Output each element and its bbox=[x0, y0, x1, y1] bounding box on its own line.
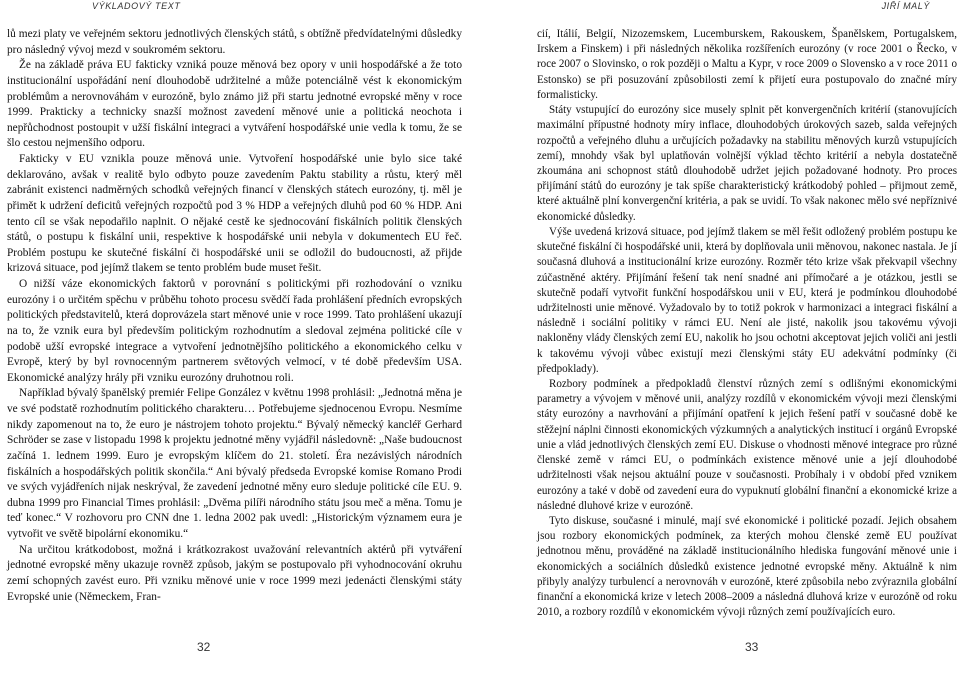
paragraph: Tyto diskuse, současné i minulé, mají své ekonomické i politické pozadí. Jejich obsahem jsou rozbory ekonomických podmínek, za kterých mohou členské země EU používat jednotnou měnu, prováděné na základě institucionálního hlediska fungování měnové unie i ekonomických a sociálních důsledků existence jednotné evropské měny. Aktuálně k nim přibyly analýzy turbulencí a nerovnováh v eurozóně, které způsobila nebo zvýraznila globální finanční a ekonomická krize v letech 2008–2009 a následná dluhová krize v eurozóně od roku 2010, a rozbory rozdílů v ekonomickém vývoji různých zemí používajících euro. bbox=[537, 515, 957, 619]
running-head-right: JIŘÍ MALÝ bbox=[881, 1, 930, 11]
paragraph: lů mezi platy ve veřejném sektoru jednotlivých členských států, s obtížně předvídatelnými důsledky pro následný vývoj mezd v soukromém sektoru. bbox=[7, 28, 462, 56]
page-number-left: 32 bbox=[197, 640, 211, 654]
page-number-right: 33 bbox=[745, 640, 759, 654]
paragraph: Že na základě práva EU fakticky vzniká pouze měnová bez opory v unii hospodářské a že toto institucionální uspořádání není dlouhodobě udržitelné a může potenciálně vést k ekonomickým problémům a nerovnováhám v eurozóně, bylo známo již při startu jednotné evropské měny v roce 1999. Prakticky a technicky snazší možnost zavedení měnové unie a politická neochota i nepřůchodnost postoupit v užší fiskální integraci a vytváření hospodářské unie vedla k tomu, že se šlo cestou nejmenšího odporu. bbox=[7, 59, 462, 150]
paragraph: Fakticky v EU vznikla pouze měnová unie. Vytvoření hospodářské unie bylo sice také deklarováno, avšak v realitě bylo odbyto pouze zavedením Paktu stability a růstu, který měl zabránit existenci nadměrných schodků veřejných financí v členských státech eurozóny, tj. měl je přimět k udržení deficitů veřejných rozpočtů pod 3 % HDP a veřejných dluhů pod 60 % HDP. Ani tento cíl se však nepodařilo naplnit. O nějaké cestě ke sjednocování fiskálních politik členských států, o postupu k fiskální unii, respektive k hospodářské unii nebyla v dokumentech EU řeč. Problém postupu ke skutečné fiskální či hospodářské unii se odložil do budoucnosti, až přijde krizová situace, pod jejímž tlakem se tento problém bude muset řešit. bbox=[7, 153, 462, 275]
paragraph: Na určitou krátkodobost, možná i krátkozrakost uvažování relevantních aktérů při vytváření jednotné evropské měny ukazuje rovněž způsob, jakým se postupovalo při vyhodnocování okruhu zemí schopných zavést euro. Při vzniku měnové unie v roce 1999 mezi jedenácti členskými státy Evropské unie (Německem, Fran- bbox=[7, 543, 462, 603]
left-page-body bbox=[7, 27, 462, 605]
running-head-left: VÝKLADOVÝ TEXT bbox=[92, 1, 181, 11]
paragraph: Rozbory podmínek a předpokladů členství různých zemí s odlišnými ekonomickými parametry a vývojem v měnové unii, analýzy rozdílů v ekonomickém vývoji mezi členskými státy eurozóny a navrhování a přijímání opatření k jejich řešení patří v současné době ke stěžejní náplni činnosti ekonomických výzkumných a analytických institucí i orgánů Evropské unie a vlád jednotlivých členských zemí EU. Diskuse o vhodnosti měnové integrace pro různé členské země v rámci EU, o podmínkách existence měnové unie a její dlouhodobé udržitelnosti však nejsou aktuální pouze v současnosti. Probíhaly i v období před vznikem eurozóny a také v době od zavedení eura do vypuknutí globální finanční a ekonomické krize a následné dluhové krize v eurozóně. bbox=[537, 378, 957, 512]
paragraph: O nižší váze ekonomických faktorů v porovnání s politickými při rozhodování o vzniku eurozóny i o určitém spěchu v průběhu tohoto procesu svědčí řada prohlášení předních evropských politických představitelů, která doprovázela start měnové unie v roce 1999. Tato prohlášení ukazují na to, že vznik eura byl především politickým rozhodnutím a sledoval zejména politické cíle v podobě užší evropské integrace a vytvoření jednotnějšího politického a ekonomického celku v Evropě, který by byl rovnocenným partnerem světových velmocí, v té době především USA. Ekonomické analýzy hrály při vzniku eurozóny druhotnou roli. bbox=[7, 278, 462, 384]
right-page-body bbox=[537, 27, 957, 621]
paragraph: cií, Itálií, Belgií, Nizozemskem, Lucemburskem, Rakouskem, Španělskem, Portugalskem, Irskem a Finskem) i při následných několika rozšířeních eurozóny (v roce 2001 o Řecko, v roce 2007 o Slovinsko, o rok později o Maltu a Kypr, v roce 2009 o Slovensko a v roce 2011 o Estonsko) se při posuzování způsobilosti zemí k přijetí eura postupovalo do značné míry formalisticky. bbox=[537, 28, 957, 101]
paragraph: Státy vstupující do eurozóny sice musely splnit pět konvergenčních kritérií (stanovujících maximální přípustné hodnoty míry inflace, dlouhodobých úrokových sazeb, salda veřejných rozpočtů a veřejného dluhu a určujících požadavky na stabilitu měnových kurzů vstupujících zemí), mnohdy však byl uplatňován volnější výklad těchto kritérií a nebyla dostatečně zkoumána ani schopnost států dlouhodobě udržet jejich požadované hodnoty. Pro proces přijímání států do eurozóny je tak spíše charakteristický krátkodobý pohled – přijmout země, které aktuálně plní konvergenční kritéria, a pak se uvidí. To však nakonec mělo své nepříznivé ekonomické důsledky. bbox=[537, 104, 957, 223]
right-page bbox=[480, 0, 960, 681]
paragraph: Výše uvedená krizová situace, pod jejímž tlakem se měl řešit odložený problém postupu ke skutečné fiskální či hospodářské unii, která by doplňovala unii měnovou, nakonec nastala. Je jí současná dluhová a institucionální krize eurozóny. Rozměr této krize však překvapil všechny zúčastněné aktéry. Přijímání řešení tak není snadné ani přímočaré a je otázkou, jestli se skutečně podaří vytvořit funkční hospodářskou unii v EU, která je podmínkou dlouhodobé udržitelnosti unie měnové. Vyžadovalo by to totiž pokrok v harmonizaci a integraci fiskální a následně i sociální politiky v rámci EU. Není ale jisté, nakolik jsou takovému vývoji nakloněny vlády členských zemí EU, nakolik ho jsou ochotni akceptovat jejich voliči ani jestli k takovému vývoji vůbec existují mezi členskými státy EU adekvátní podmínky (či předpoklady). bbox=[537, 225, 957, 375]
paragraph: Například bývalý španělský premiér Felipe González v květnu 1998 prohlásil: „Jednotná měna je ve své podstatě rozhodnutím politického charakteru… Potřebujeme sjednocenou Evropu. Nesmíme nikdy zapomenout na to, že euro je nástrojem tohoto projektu.“ Bývalý německý kancléř Gerhard Schröder se zase v listopadu 1998 k projektu jednotné měny vyjádřil následovně: „Naše budoucnost začíná 1. lednem 1999. Euro je evropským klíčem do 21. století. Éra nezávislých národních fiskálních a hospodářských politik skončila.“ Ani bývalý předseda Evropské komise Romano Prodi ve svých vyjádřeních nijak neskrýval, že zavedení jednotné měny euro sleduje politické cíle EU. 9. dubna 1999 pro Financial Times prohlásil: „Dvěma pilíři národního státu jsou meč a měna. Tomu je teď konec.“ V rozhovoru pro CNN dne 1. ledna 2002 pak uvedl: „Historickým významem eura je vytvořit ve světě bipolární ekonomiku.“ bbox=[7, 387, 462, 540]
